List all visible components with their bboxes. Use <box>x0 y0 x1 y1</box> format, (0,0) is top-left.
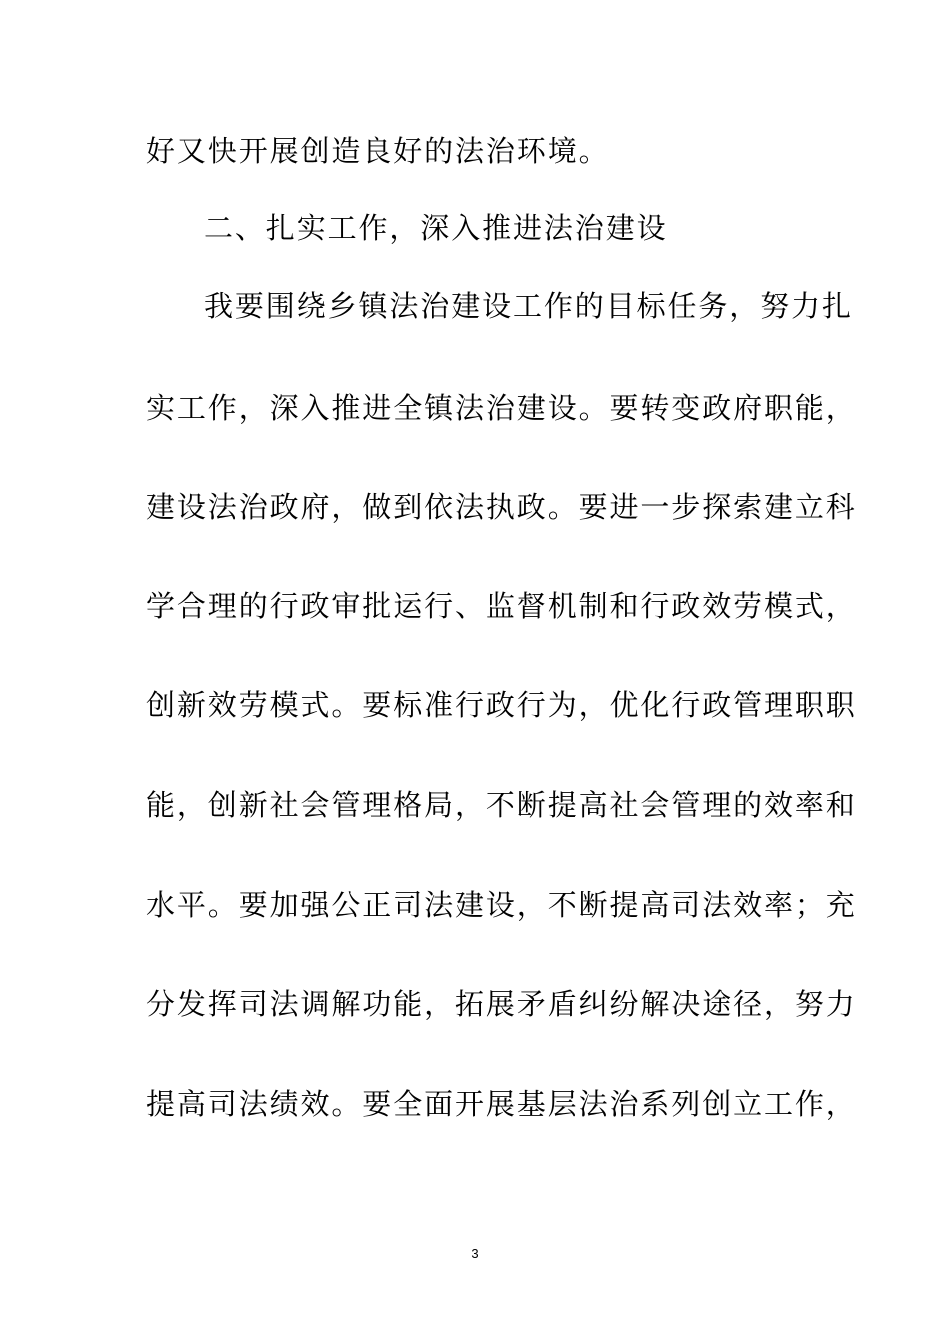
page-number: 3 <box>471 1246 479 1261</box>
body-text-line: 能，创新社会管理格局，不断提高社会管理的效率和 <box>146 788 857 822</box>
body-text-line: 创新效劳模式。要标准行政行为，优化行政管理职职 <box>146 688 857 722</box>
body-text-line: 学合理的行政审批运行、监督机制和行政效劳模式， <box>146 589 857 623</box>
body-text-line: 提高司法绩效。要全面开展基层法治系列创立工作， <box>146 1087 857 1121</box>
body-text-line: 我要围绕乡镇法治建设工作的目标任务，努力扎 <box>204 289 853 323</box>
body-text-line: 实工作，深入推进全镇法治建设。要转变政府职能， <box>146 391 857 425</box>
body-text-line: 好又快开展创造良好的法治环境。 <box>146 134 610 168</box>
section-heading: 二、扎实工作，深入推进法治建设 <box>204 211 668 245</box>
body-text-line: 水平。要加强公正司法建设，不断提高司法效率；充 <box>146 888 857 922</box>
body-text-line: 建设法治政府，做到依法执政。要进一步探索建立科 <box>146 490 857 524</box>
body-text-line: 分发挥司法调解功能，拓展矛盾纠纷解决途径，努力 <box>146 987 857 1021</box>
